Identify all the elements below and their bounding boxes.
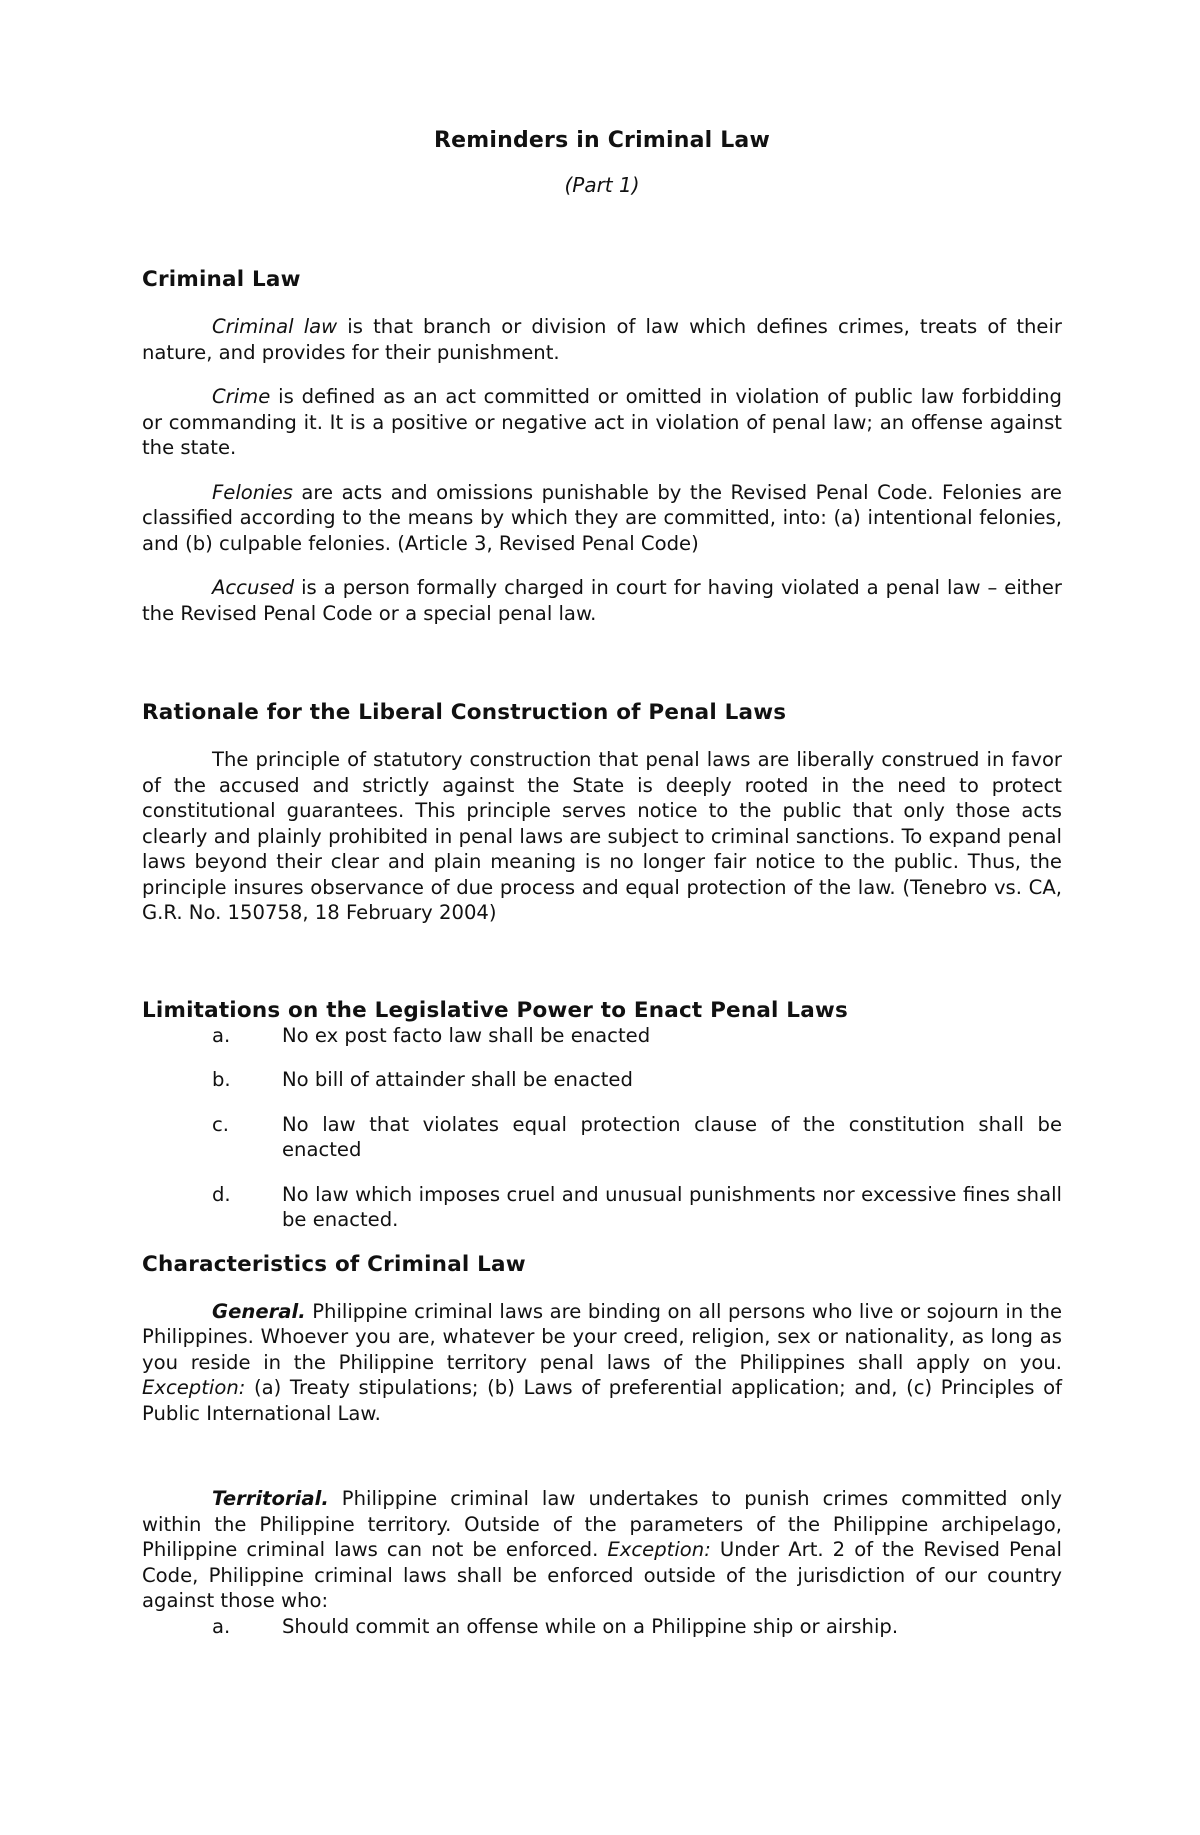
list-item	[142, 1182, 1062, 1233]
section-heading-criminal-law: Criminal Law	[142, 267, 301, 292]
list-marker: c.	[212, 1112, 230, 1136]
section-heading-limitations: Limitations on the Legislative Power to Enact Penal Laws	[142, 997, 848, 1023]
list-item-text: Should commit an offense while on a Philippine ship or airship.	[282, 1614, 899, 1638]
paragraph-general-characteristic	[142, 1299, 1062, 1427]
document-page	[142, 128, 1062, 1639]
territorial-exceptions-list	[142, 1614, 1062, 1640]
paragraph-accused-definition	[142, 575, 1062, 626]
term-accused: Accused	[212, 576, 295, 599]
limitations-list	[142, 1023, 1062, 1233]
paragraph-text: are acts and omissions punishable by the Revised Penal Code. Felonies are classified according to the means by which they are committed, into: (a) intentional felonies, and (b) culpable felonies. (Article 3, Revised Penal Code)	[142, 480, 1062, 555]
list-item	[142, 1023, 1062, 1049]
paragraph-territorial-characteristic	[142, 1486, 1062, 1614]
list-item	[142, 1112, 1062, 1163]
paragraph-text: is a person formally charged in court for having violated a penal law – either the Revised Penal Code or a special penal law.	[142, 576, 1062, 625]
term-criminal-law: Criminal law	[212, 315, 338, 338]
list-item	[142, 1614, 1062, 1640]
paragraph-criminal-law-definition	[142, 314, 1062, 365]
list-item-text: No law that violates equal protection clause of the constitution shall be enacted	[282, 1112, 1062, 1161]
section-heading-rationale: Rationale for the Liberal Construction of Penal Laws	[142, 700, 787, 725]
paragraph-text: is defined as an act committed or omitted in violation of public law forbidding or commanding it. It is a positive or negative act in violation of penal law; an offense against the state.	[142, 385, 1062, 459]
paragraph-crime-definition	[142, 384, 1062, 461]
paragraph-text: (a) Treaty stipulations; (b) Laws of preferential application; and, (c) Principles of Public International Law.	[142, 1376, 1062, 1425]
paragraph-text: Philippine criminal law undertakes to punish crimes committed only within the Philippine territory. Outside of the parameters of the Philippine archipelago, Philippine criminal laws can not be enforced.	[142, 1487, 1062, 1561]
list-item-text: No ex post facto law shall be enacted	[282, 1023, 651, 1047]
paragraph-text: Under Art. 2 of the Revised Penal Code, Philippine criminal laws shall be enforced outside of the jurisdiction of our country against those who:	[142, 1538, 1062, 1612]
document-subtitle: (Part 1)	[564, 173, 640, 197]
paragraph-rationale: The principle of statutory construction that penal laws are liberally construed in favor of the accused and strictly against the State is deeply rooted in the need to protect constitutional guarantees. This principle serves notice to the public that only those acts clearly and plainly prohibited in penal laws are subject to criminal sanctions. To expand penal laws beyond their clear and plain meaning is no longer fair notice to the public. Thus, the principle insures observance of due process and equal protection of the law. (Tenebro vs. CA, G.R. No. 150758, 18 February 2004)	[142, 748, 1062, 924]
list-item-text: No law which imposes cruel and unusual punishments nor excessive fines shall be enacted.	[282, 1182, 1062, 1231]
term-crime: Crime	[212, 385, 271, 408]
section-heading-characteristics: Characteristics of Criminal Law	[142, 1251, 526, 1277]
list-marker: d.	[212, 1182, 231, 1206]
paragraph-text: is that branch or division of law which defines crimes, treats of their nature, and provides for their punishment.	[142, 315, 1062, 364]
term-general: General.	[212, 1299, 306, 1323]
document-title: Reminders in Criminal Law	[433, 128, 771, 153]
list-marker: a.	[212, 1614, 231, 1638]
list-item-text: No bill of attainder shall be enacted	[282, 1068, 633, 1091]
list-item	[142, 1067, 1062, 1093]
exception-label: Exception:	[607, 1538, 711, 1561]
exception-label: Exception:	[142, 1376, 246, 1399]
list-marker: b.	[212, 1068, 231, 1091]
term-territorial: Territorial.	[212, 1487, 329, 1510]
term-felonies: Felonies	[212, 480, 293, 504]
paragraph-text: Philippine criminal laws are binding on all persons who live or sojourn in the Philippines. Whoever you are, whatever be your creed, religion, sex or nationality, as long as you reside in the Philippine territory penal laws of the Philippines shall apply on you.	[142, 1299, 1062, 1374]
paragraph-felonies-definition	[142, 480, 1062, 557]
list-marker: a.	[212, 1023, 231, 1047]
